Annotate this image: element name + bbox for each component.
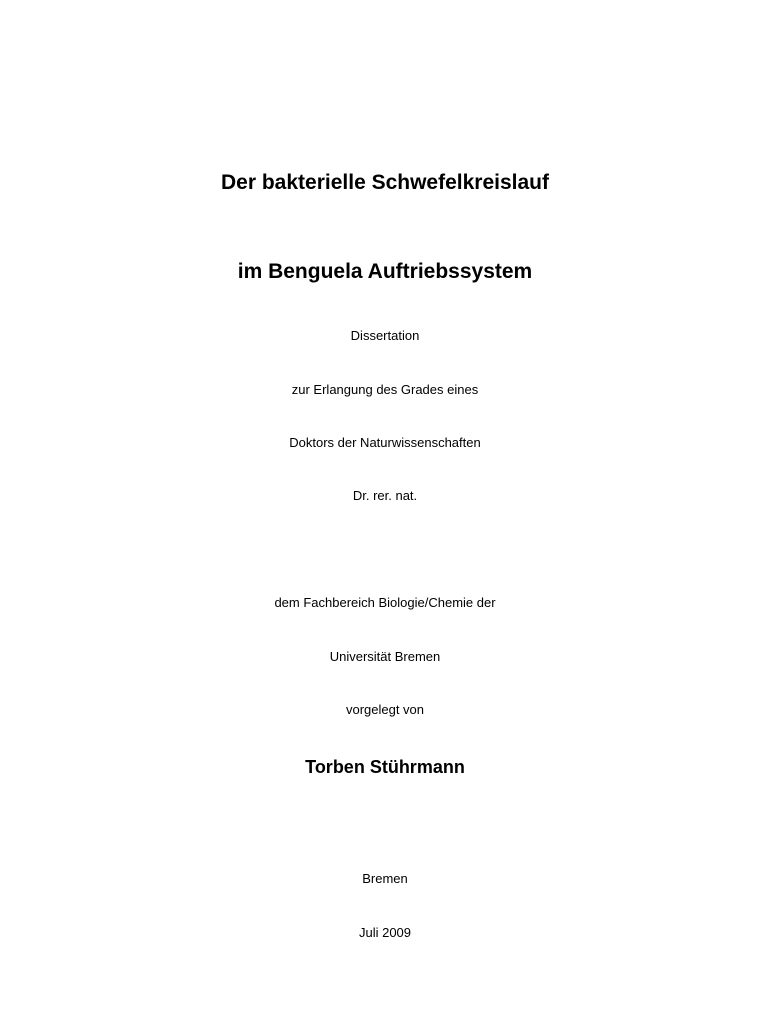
degree-line: Doktors der Naturwissenschaften xyxy=(289,435,481,450)
document-type: Dissertation xyxy=(350,328,420,343)
department-line: dem Fachbereich Biologie/Chemie der xyxy=(274,595,496,610)
thesis-title-line-2: im Benguela Auftriebssystem xyxy=(237,260,533,283)
submitted-by-line: vorgelegt von xyxy=(345,702,425,717)
place: Bremen xyxy=(362,871,408,886)
university-name: Universität Bremen xyxy=(329,649,441,664)
purpose-line: zur Erlangung des Grades eines xyxy=(291,382,479,397)
thesis-title-line-1: Der bakterielle Schwefelkreislauf xyxy=(221,171,549,194)
date: Juli 2009 xyxy=(358,925,412,940)
author-name: Torben Stührmann xyxy=(305,757,465,777)
degree-abbreviation: Dr. rer. nat. xyxy=(352,488,418,503)
